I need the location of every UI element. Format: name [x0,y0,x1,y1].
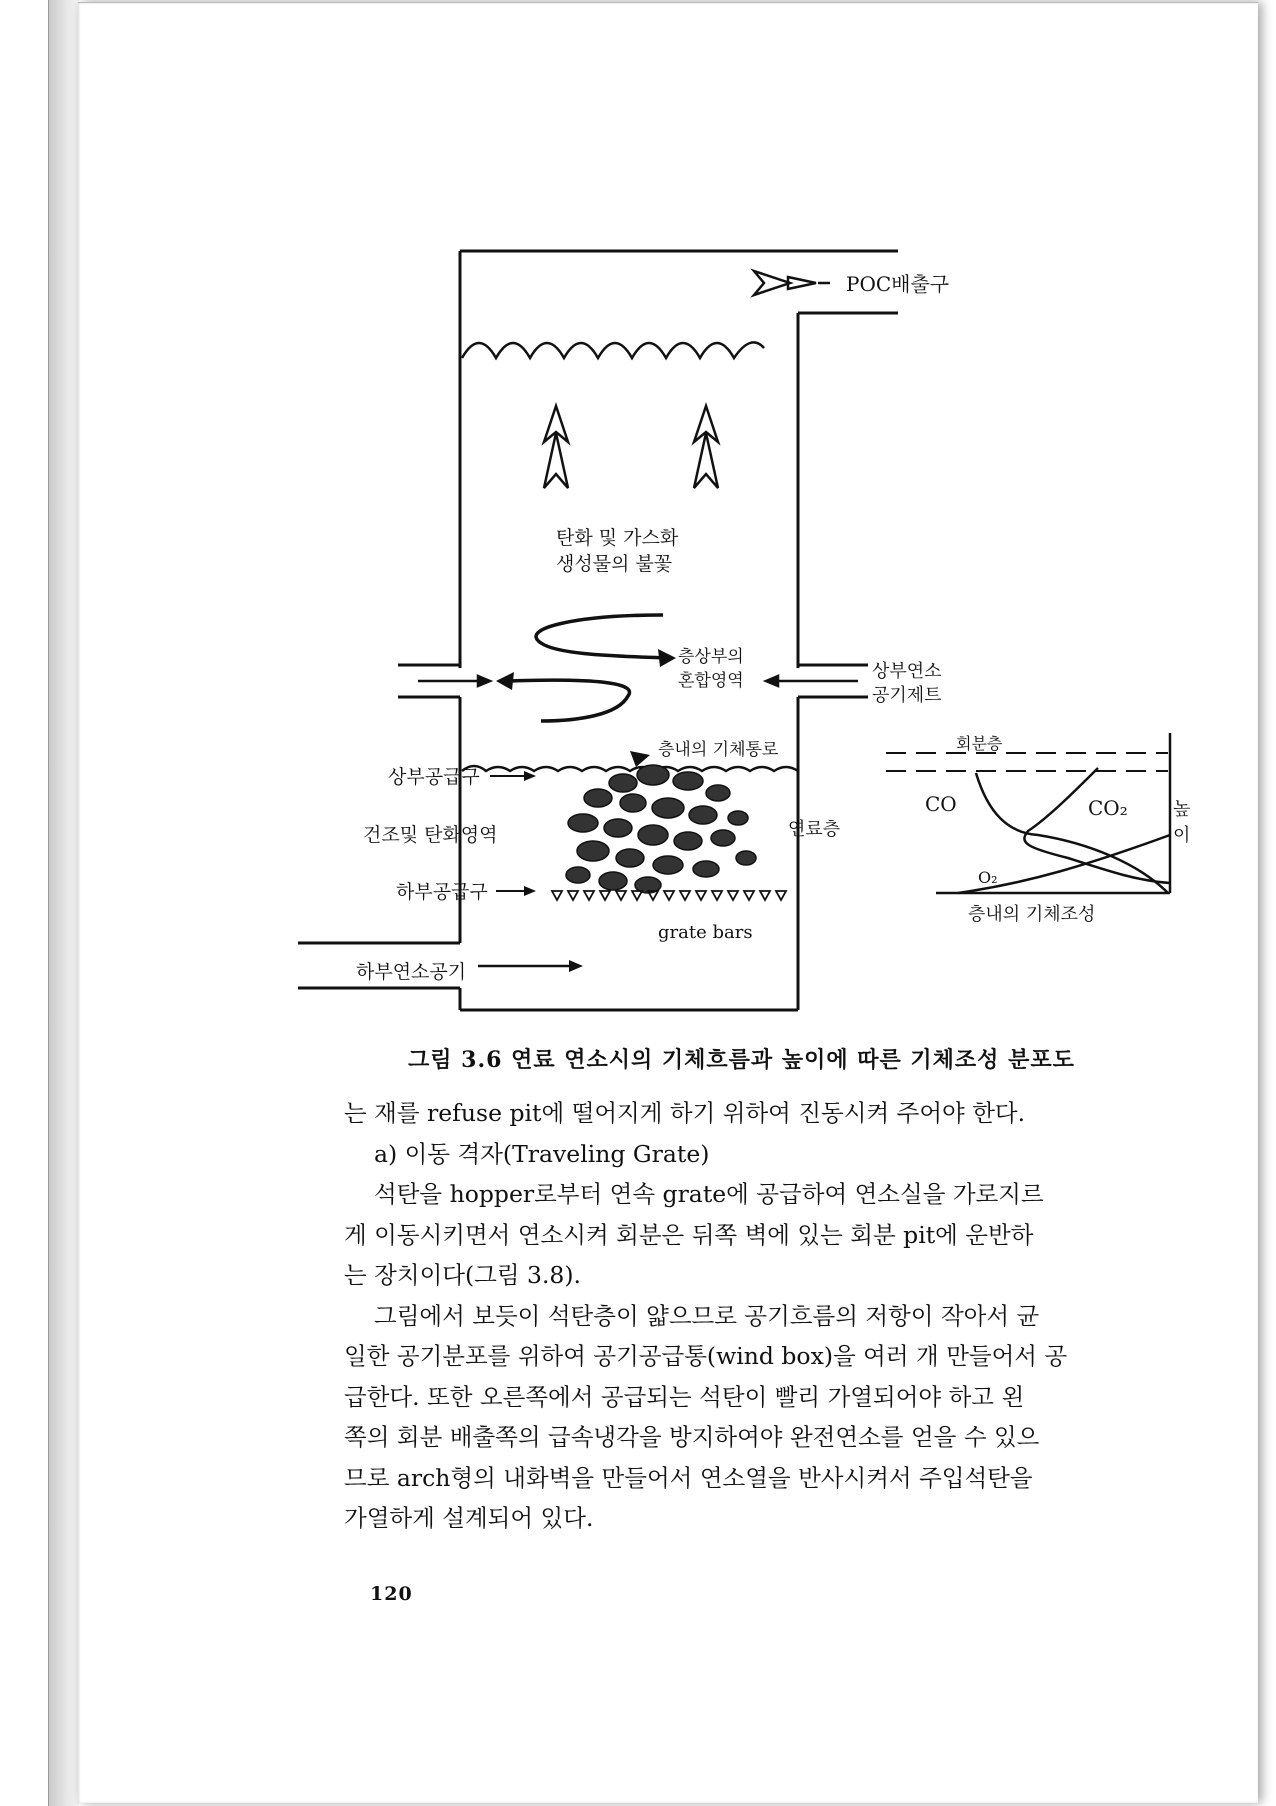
drying-zone-label: 건조및 탄화영역 [363,824,498,846]
mixing-swirl [508,615,666,721]
text-line: 는 재를 refuse pit에 떨어지게 하기 위하여 진동시켜 주어야 한다. [344,1099,1026,1127]
text-line: 급한다. 또한 오른쪽에서 공급되는 석탄이 빨리 가열되어야 하고 왼 [344,1382,1025,1411]
paragraph-air-distribution [344,1296,1204,1539]
text-line: 일한 공기분포를 위하여 공기공급통(wind box)을 여러 개 만들어서 공 [344,1342,1068,1370]
bed-gas-composition-label: 층내의 기체조성 [968,904,1096,925]
text-line: 므로 arch형의 내화벽을 만들어서 연소열을 반사시켜서 주입석탄을 [344,1463,1033,1492]
bed-gas-path-label: 층내의 기체통로 [658,740,779,760]
section-heading [344,1134,1204,1175]
fuel-lumps [566,765,756,893]
flame-wave [462,342,764,358]
text-line: 쪽의 회분 배출쪽의 급속냉각을 방지하여야 완전연소를 얻을 수 있으 [344,1423,1040,1451]
text-line: 그림에서 보듯이 석탄층이 얇으므로 공기흐름의 저항이 작아서 균 [374,1301,1040,1330]
gas-path-arrow [630,751,650,767]
o2-label: O₂ [978,868,998,887]
furnace-diagram [78,3,1258,1043]
mixing-label-2: 혼합영역 [678,671,744,691]
grate-bars-label: grate bars [658,922,753,943]
furnace-walls [298,251,898,1010]
poc-outlet-label: POC배출구 [846,272,950,296]
upper-supply-label: 상부공급구 [388,766,480,788]
flame-label-2: 생성물의 불꽃 [556,553,673,575]
figure-caption: 그림 3.6 연료 연소시의 기체흐름과 높이에 따른 기체조성 분포도 [408,1047,1075,1073]
paragraph-continuation [344,1093,1204,1134]
upper-air-label-2: 공기제트 [872,685,942,706]
text-line: 게 이동시키면서 연소시켜 회분은 뒤쪽 벽에 있는 회분 pit에 운반하 [344,1220,1034,1249]
height-label-1: 높 [1173,799,1191,820]
paragraph-traveling-grate [344,1174,1204,1296]
air-jet-arrows [418,676,858,686]
mixing-label-1: 층상부의 [678,647,744,667]
upper-air-label-1: 상부연소 [872,661,942,682]
lower-air-label: 하부연소공기 [356,961,467,983]
book-spine-edge [48,0,79,1806]
text-line: 는 장치이다(그림 3.8). [344,1261,582,1289]
co-label: CO [925,792,957,816]
grate-triangles [552,891,786,900]
co2-label: CO₂ [1088,796,1128,820]
body-text [344,1093,1204,1539]
ash-layer-label: 회분층 [956,734,1003,753]
flame-label-1: 탄화 및 가스화 [556,527,679,549]
bed-surface-wave [462,766,798,771]
fuel-bed-label: 연료층 [788,819,841,840]
text-line: 가열하게 설계되어 있다. [344,1504,594,1532]
heading-text: a) 이동 격자(Traveling Grate) [374,1139,710,1168]
book-page [78,2,1258,1803]
text-line: 석탄을 hopper로부터 연속 grate에 공급하여 연소실을 가로지르 [374,1180,1044,1208]
updraft-arrows [544,406,718,488]
height-label-2: 이 [1173,825,1191,846]
poc-outlet-arrows [754,271,830,295]
page-number: 120 [370,1583,413,1605]
lower-supply-label: 하부공급구 [396,881,488,903]
